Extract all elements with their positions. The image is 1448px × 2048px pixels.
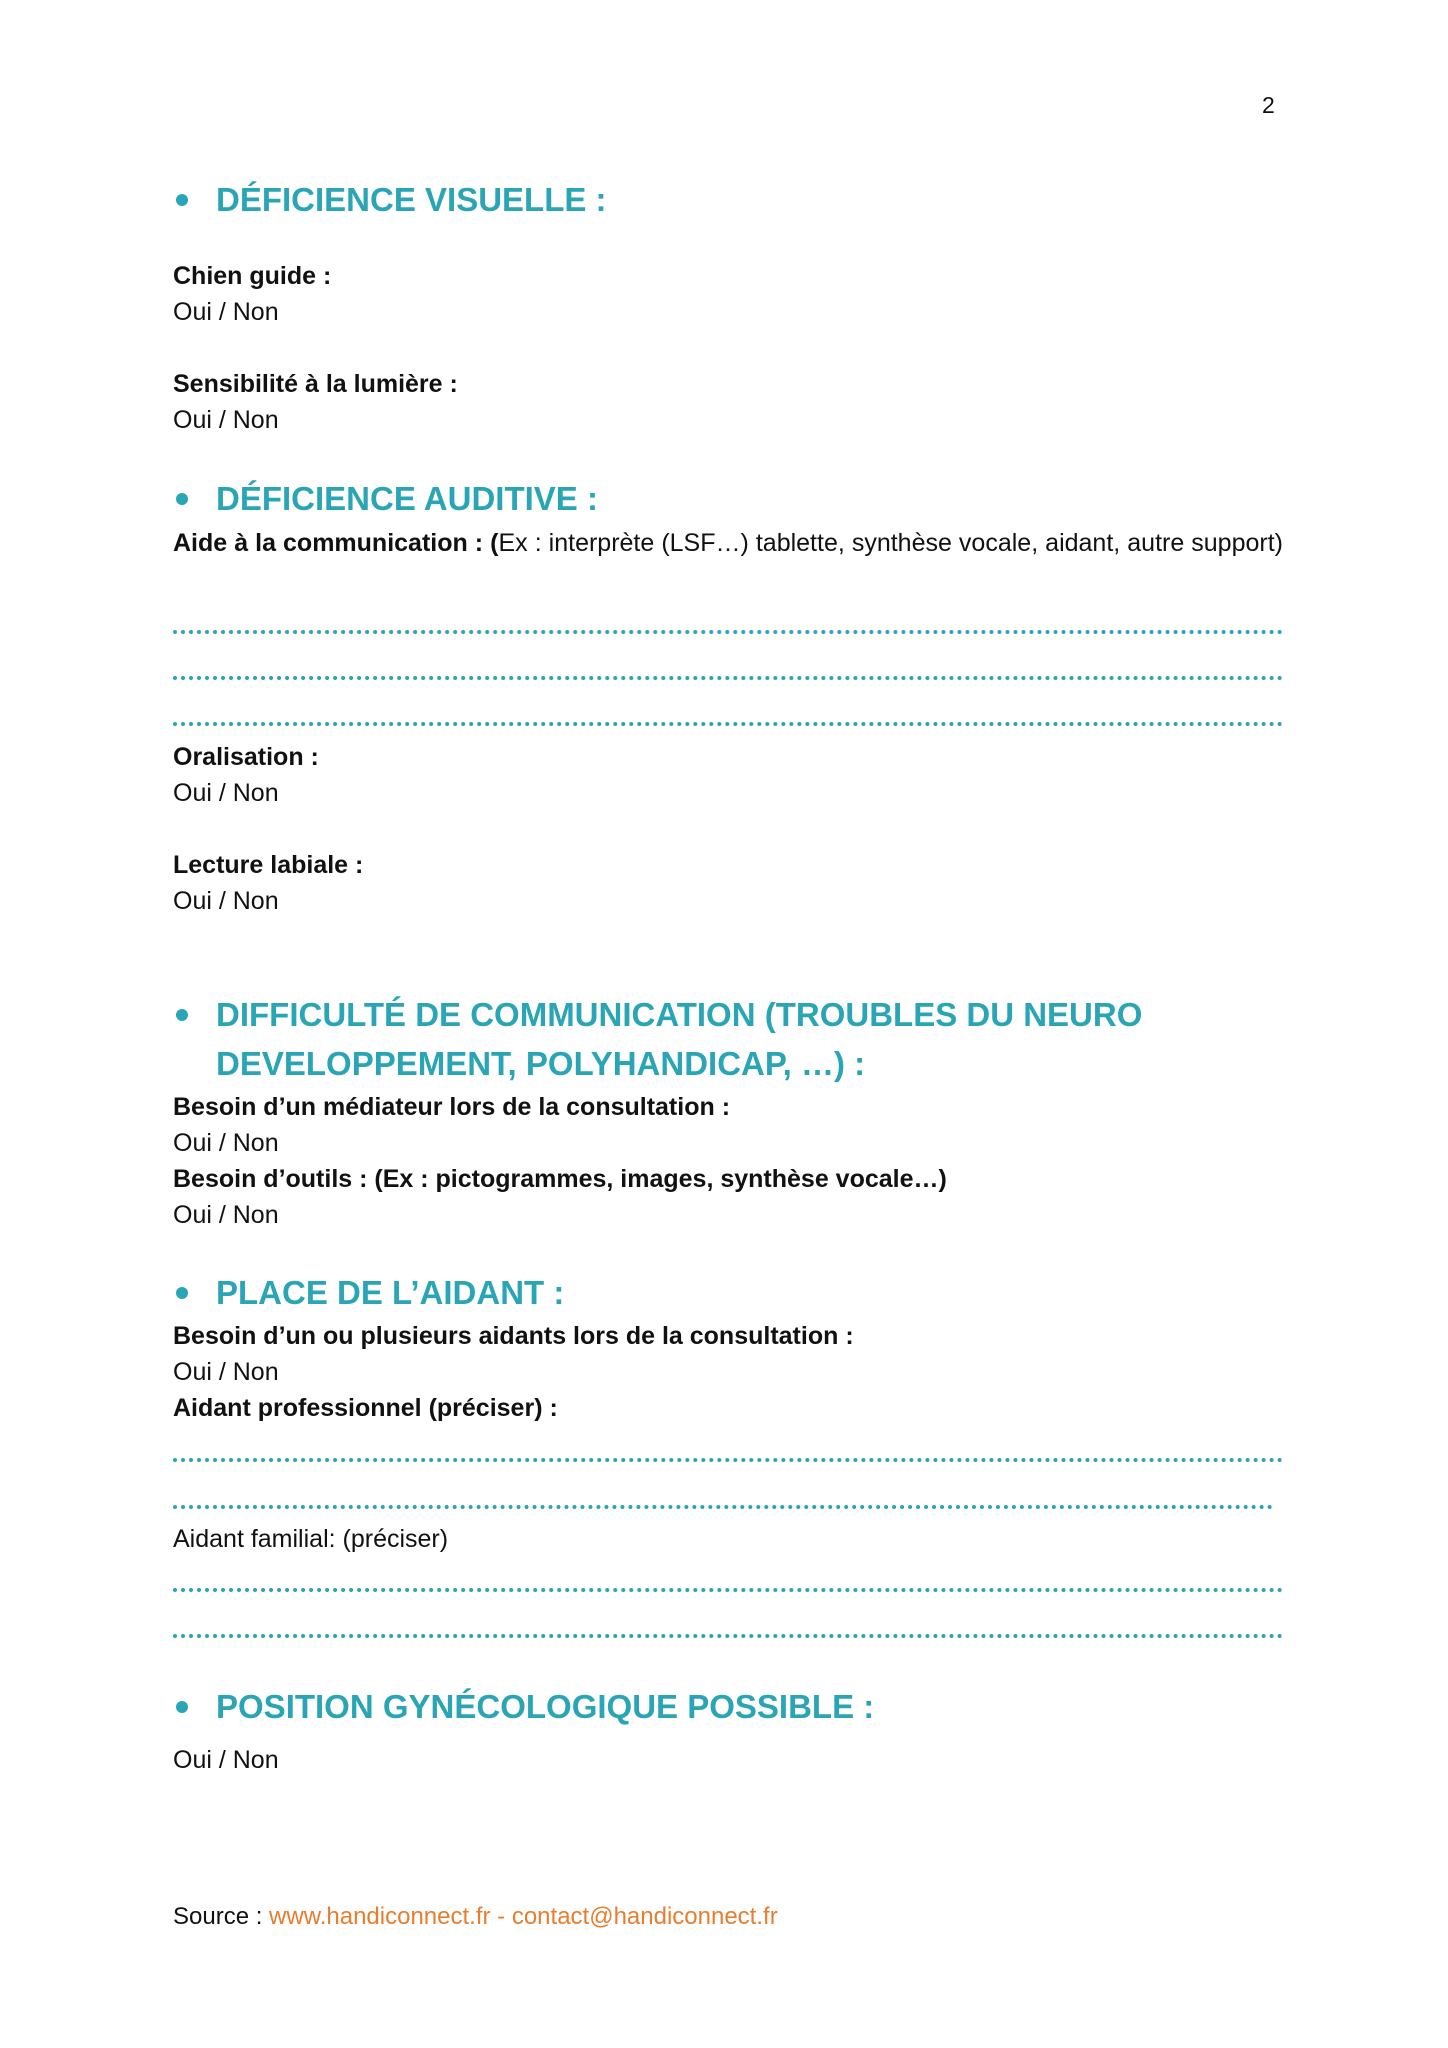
outils-answer[interactable]: Oui / Non (173, 1201, 279, 1229)
aidants-consultation-label: Besoin d’un ou plusieurs aidants lors de la consultation : (173, 1322, 854, 1350)
mediateur-label: Besoin d’un médiateur lors de la consultation : (173, 1093, 731, 1121)
sensibilite-lumiere-label: Sensibilité à la lumière : (173, 370, 458, 398)
page-number: 2 (1262, 92, 1275, 118)
fill-in-line[interactable] (173, 1505, 1273, 1509)
footer-source (173, 1903, 778, 1931)
section-title-aidant: PLACE DE L’AIDANT : (216, 1274, 565, 1311)
chien-guide-label: Chien guide : (173, 262, 332, 290)
gyneco-answer[interactable]: Oui / Non (173, 1746, 279, 1774)
aidant-professionnel-label: Aidant professionnel (préciser) : (173, 1394, 558, 1422)
section-title-visuelle: DÉFICIENCE VISUELLE : (216, 181, 607, 218)
bullet-icon (176, 1287, 188, 1299)
bullet-icon (176, 1701, 188, 1713)
outils-label: Besoin d’outils : (Ex : pictogrammes, images, synthèse vocale…) (173, 1165, 947, 1193)
fill-in-line[interactable] (173, 722, 1283, 726)
chien-guide-answer[interactable]: Oui / Non (173, 298, 279, 326)
fill-in-line[interactable] (173, 630, 1283, 634)
fill-in-line[interactable] (173, 1458, 1283, 1462)
bullet-icon (176, 194, 188, 206)
aide-communication-paragraph (173, 525, 1283, 561)
oralisation-label: Oralisation : (173, 743, 319, 771)
fill-in-line[interactable] (173, 1634, 1283, 1638)
fill-in-line[interactable] (173, 676, 1283, 680)
section-title-gyneco: POSITION GYNÉCOLOGIQUE POSSIBLE : (216, 1688, 875, 1725)
footer-website-link[interactable]: www.handiconnect.fr (269, 1903, 491, 1930)
section-title-auditive: DÉFICIENCE AUDITIVE : (216, 480, 598, 517)
footer-separator: - (490, 1903, 512, 1930)
aidant-familial-label: Aidant familial: (préciser) (173, 1525, 449, 1553)
footer-email-link[interactable]: contact@handiconnect.fr (511, 1903, 778, 1930)
sensibilite-lumiere-answer[interactable]: Oui / Non (173, 406, 279, 434)
footer-prefix: Source : (173, 1903, 270, 1930)
section-title-communication-line2: DEVELOPPEMENT, POLYHANDICAP, …) : (216, 1045, 866, 1082)
aide-communication-label: Aide à la communication : ( (173, 529, 499, 557)
fill-in-line[interactable] (173, 1588, 1283, 1592)
aidants-consultation-answer[interactable]: Oui / Non (173, 1358, 279, 1386)
mediateur-answer[interactable]: Oui / Non (173, 1129, 279, 1157)
aide-communication-text: Ex : interprète (LSF…) tablette, synthèse vocale, aidant, autre support) (498, 529, 1283, 557)
oralisation-answer[interactable]: Oui / Non (173, 779, 279, 807)
section-title-communication-line1: DIFFICULTÉ DE COMMUNICATION (TROUBLES DU NEURO (216, 996, 1143, 1033)
lecture-labiale-answer[interactable]: Oui / Non (173, 887, 279, 915)
bullet-icon (176, 1009, 188, 1021)
bullet-icon (176, 493, 188, 505)
lecture-labiale-label: Lecture labiale : (173, 851, 364, 879)
